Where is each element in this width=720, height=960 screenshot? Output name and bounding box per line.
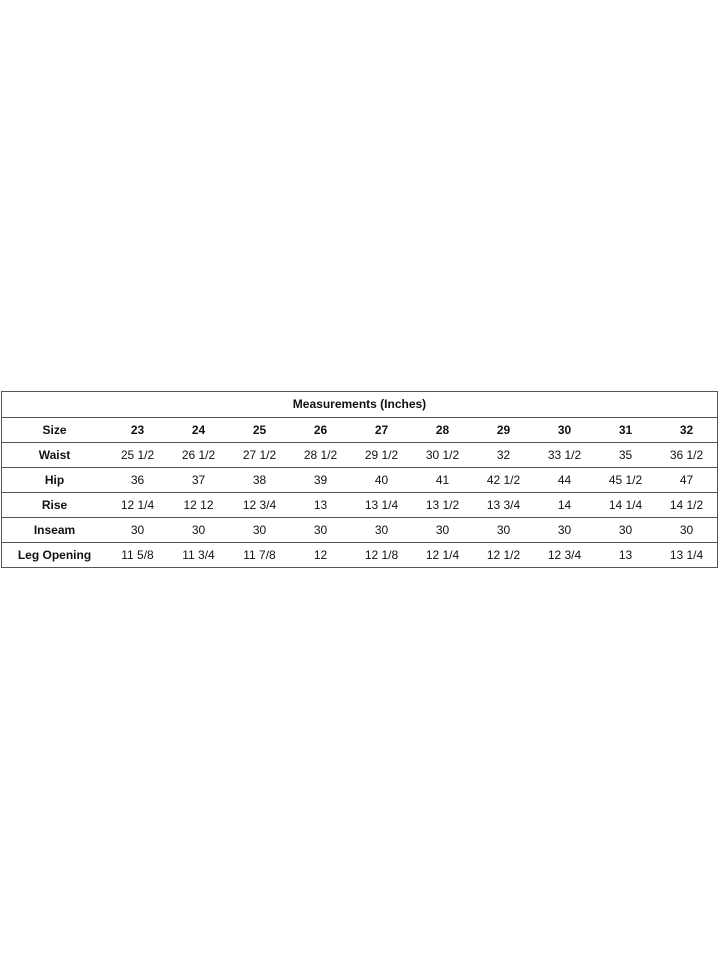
measurement-cell: 38	[229, 468, 290, 493]
measurement-cell: 30	[168, 518, 229, 543]
measurement-cell: 32	[473, 443, 534, 468]
measurement-cell: 14 1/2	[656, 493, 717, 518]
measurement-cell: 37	[168, 468, 229, 493]
measurement-cell: 45 1/2	[595, 468, 656, 493]
measurement-cell: 12 1/4	[107, 493, 168, 518]
measurement-cell: 33 1/2	[534, 443, 595, 468]
measurement-cell: 30	[229, 518, 290, 543]
table-body	[2, 418, 717, 567]
row-label-size: Size	[2, 418, 107, 443]
measurement-cell: 13	[618, 548, 633, 562]
measurement-cell: 30	[595, 518, 656, 543]
measurement-cell: 30	[290, 518, 351, 543]
measurement-cell: 30	[473, 518, 534, 543]
measurement-cell: 14 1/4	[595, 493, 656, 518]
chart-title: Measurements (Inches)	[2, 392, 717, 418]
measurement-cell: 36 1/2	[656, 443, 717, 468]
size-cell: 30	[534, 418, 595, 443]
measurement-cell: 40	[351, 468, 412, 493]
size-cell: 31	[595, 418, 656, 443]
row-label-waist: Waist	[2, 443, 107, 468]
measurement-cell: 13 1/2	[412, 493, 473, 518]
row-label-rise: Rise	[2, 493, 107, 518]
measurement-cell: 12 3/4	[547, 548, 582, 562]
table-row-waist	[2, 443, 717, 468]
measurement-cell: 12 3/4	[229, 493, 290, 518]
measurement-cell: 12	[313, 548, 328, 562]
size-cell: 32	[656, 418, 717, 443]
measurement-cell: 11 3/4	[182, 548, 215, 562]
measurement-cell: 39	[290, 468, 351, 493]
measurement-cell: 13 1/4	[351, 493, 412, 518]
measurement-cell: 35	[595, 443, 656, 468]
size-cell: 24	[168, 418, 229, 443]
measurement-cell: 27 1/2	[229, 443, 290, 468]
measurement-cell: 13 3/4	[473, 493, 534, 518]
table-row-inseam	[2, 518, 717, 543]
measurement-cell: 12 1/8	[364, 548, 399, 562]
measurement-cell: 12 12	[168, 493, 229, 518]
measurement-cell: 29 1/2	[351, 443, 412, 468]
measurement-cell: 28 1/2	[290, 443, 351, 468]
measurement-cell: 36	[107, 468, 168, 493]
measurement-cell: 25 1/2	[107, 443, 168, 468]
measurement-cell: 14	[534, 493, 595, 518]
measurement-cell: 30	[107, 518, 168, 543]
row-label-leg-opening: Leg Opening	[17, 548, 92, 562]
measurement-cell: 26 1/2	[168, 443, 229, 468]
size-cell: 25	[229, 418, 290, 443]
size-cell: 26	[290, 418, 351, 443]
table-row-rise	[2, 493, 717, 518]
row-label-inseam: Inseam	[2, 518, 107, 543]
size-cell: 28	[412, 418, 473, 443]
table-row-hip	[2, 468, 717, 493]
measurement-cell: 42 1/2	[473, 468, 534, 493]
row-label-hip: Hip	[2, 468, 107, 493]
measurement-cell: 30	[412, 518, 473, 543]
measurement-cell: 11 7/8	[243, 548, 276, 562]
measurement-cell: 30	[534, 518, 595, 543]
measurement-cell: 44	[534, 468, 595, 493]
size-cell: 29	[473, 418, 534, 443]
measurement-cell: 30 1/2	[412, 443, 473, 468]
size-header-row	[2, 418, 717, 443]
measurement-cell: 11 5/8	[121, 548, 154, 562]
measurements-table	[2, 418, 717, 567]
measurement-cell: 41	[412, 468, 473, 493]
measurement-cell: 13	[290, 493, 351, 518]
measurement-cell: 30	[656, 518, 717, 543]
table-row-leg-opening	[2, 543, 717, 568]
measurement-cell: 13 1/4	[669, 548, 704, 562]
measurement-cell: 12 1/2	[486, 548, 521, 562]
measurement-cell: 12 1/4	[425, 548, 460, 562]
size-cell: 23	[107, 418, 168, 443]
size-chart	[1, 391, 718, 568]
measurement-cell: 47	[656, 468, 717, 493]
size-cell: 27	[351, 418, 412, 443]
measurement-cell: 30	[351, 518, 412, 543]
